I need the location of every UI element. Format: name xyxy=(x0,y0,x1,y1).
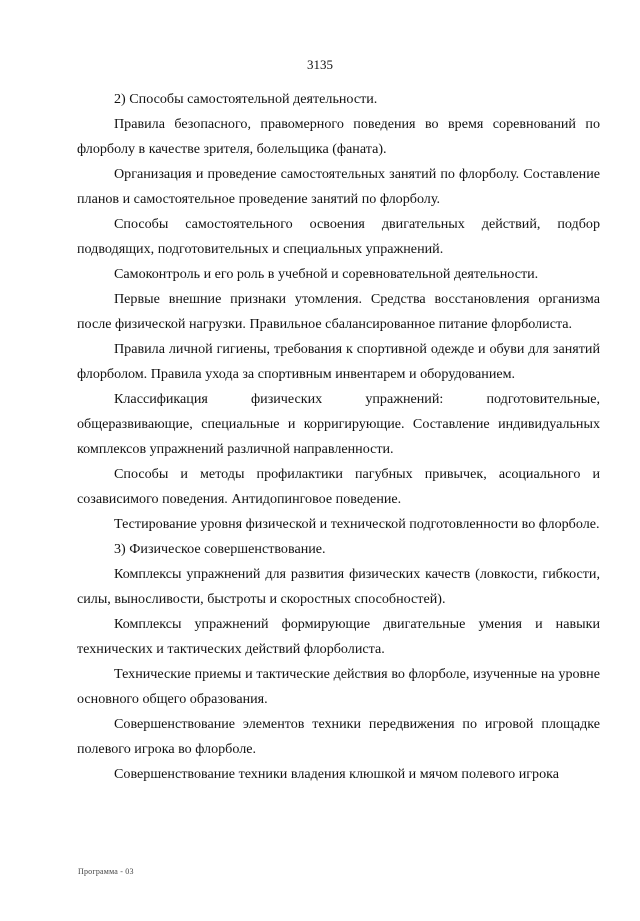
paragraph: Правила личной гигиены, требования к спортивной одежде и обуви для занятий флорболом. Правила ухода за спортивным инвентарем и оборудованием. xyxy=(77,341,600,382)
paragraph: Совершенствование элементов техники передвижения по игровой площадке полевого игрока во флорболе. xyxy=(77,716,600,757)
paragraph: Комплексы упражнений для развития физических качеств (ловкости, гибкости, силы, выносливости, быстроты и скоростных способностей). xyxy=(77,566,600,607)
page-number: 3135 xyxy=(307,57,333,72)
page-footer: Программа - 03 xyxy=(78,867,134,876)
paragraph: Правила безопасного, правомерного поведения во время соревнований по флорболу в качестве зрителя, болельщика (фаната). xyxy=(77,116,600,157)
paragraph: Первые внешние признаки утомления. Средства восстановления организма после физической нагрузки. Правильное сбалансированное питание флорболиста. xyxy=(77,291,600,332)
paragraph: Совершенствование техники владения клюшкой и мячом полевого игрока xyxy=(114,766,560,782)
paragraph: Технические приемы и тактические действия во флорболе, изученные на уровне основного общего образования. xyxy=(77,666,600,707)
paragraph: Организация и проведение самостоятельных занятий по флорболу. Составление планов и самостоятельное проведение занятий по флорболу. xyxy=(77,166,600,207)
paragraph-section-2-heading: 2) Способы самостоятельной деятельности. xyxy=(114,91,378,107)
paragraph: Способы и методы профилактики пагубных привычек, асоциального и созависимого поведения. Антидопинговое поведение. xyxy=(77,466,600,507)
paragraph: Комплексы упражнений формирующие двигательные умения и навыки технических и тактических действий флорболиста. xyxy=(77,616,600,657)
paragraph: Тестирование уровня физической и технической подготовленности во флорболе. xyxy=(114,516,600,532)
paragraph: Самоконтроль и его роль в учебной и соревновательной деятельности. xyxy=(114,266,539,282)
document-body xyxy=(77,87,600,787)
paragraph-section-3-heading: 3) Физическое совершенствование. xyxy=(114,541,326,557)
paragraph: Классификация физических упражнений: подготовительные, общеразвивающие, специальные и корригирующие. Составление индивидуальных комплексов упражнений различной направленности. xyxy=(77,391,600,457)
paragraph: Способы самостоятельного освоения двигательных действий, подбор подводящих, подготовительных и специальных упражнений. xyxy=(77,216,600,257)
